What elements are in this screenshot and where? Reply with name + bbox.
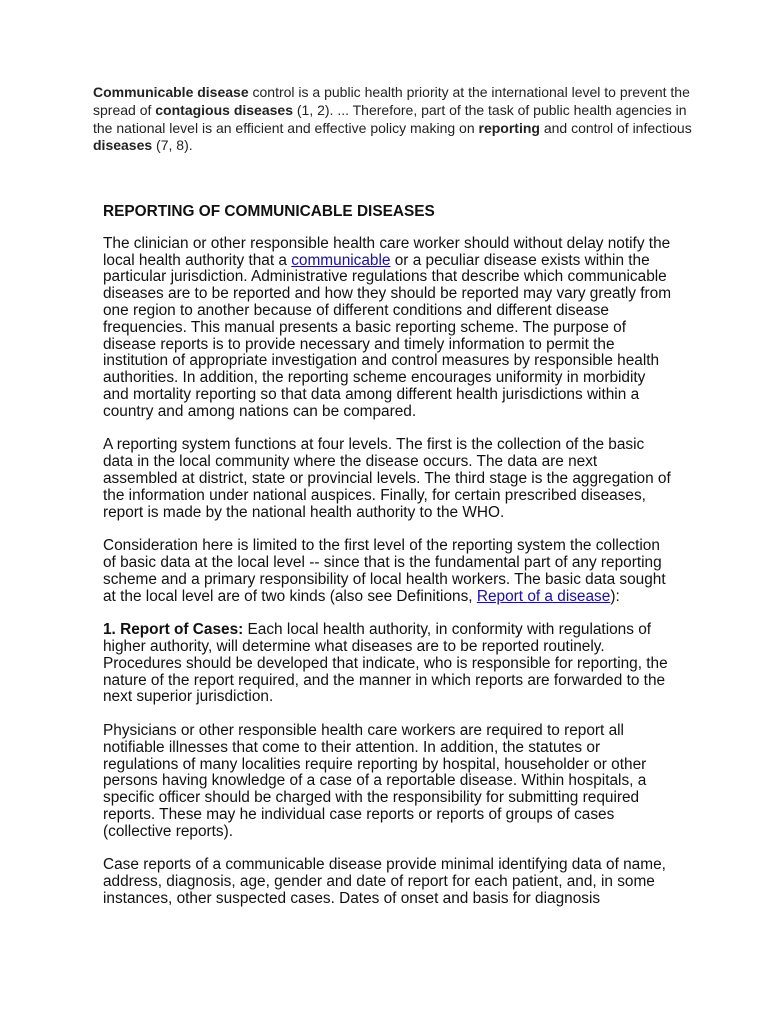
paragraph-1: [103, 236, 673, 421]
intro-text: (1, 2). ... Therefore, part of the task of public health agencies in the national level is an efficient and effective policy making on: [93, 101, 687, 136]
intro-term-diseases: diseases: [93, 137, 153, 154]
intro-term-communicable-disease: Communicable disease: [93, 84, 249, 100]
paragraph-text: Each local health authority, in conformity with regulations of higher authority, will determine what diseases are to be reported routinely. Procedures should be developed that indicate, who is responsible for reporting, the nature of the report required, and the manner in which reports are forwarded to the next superior jurisdiction.: [103, 621, 668, 706]
intro-paragraph: [93, 84, 693, 155]
intro-term-reporting: reporting: [478, 119, 540, 136]
paragraph-text: The clinician or other responsible health care worker should without delay notify the local health authority that a: [103, 234, 671, 269]
paragraph-text: or a peculiar disease exists within the particular jurisdiction. Administrative regulations that describe which communicable diseases are to be reported and how they should be reported may vary greatly from one region to another because of different conditions and different disease frequencies. This manual presents a basic reporting scheme. The purpose of disease reports is to provide necessary and timely information to permit the institution of appropriate investigation and control measures by responsible health authorities. In addition, the reporting scheme encourages uniformity in morbidity and mortality reporting so that data among different health jurisdictions within a country and among nations can be compared.: [103, 251, 672, 420]
paragraph-2: A reporting system functions at four levels. The first is the collection of the basic data in the local community where the disease occurs. The data are next assembled at district, state or provincial levels. The third stage is the aggregation of the information under national auspices. Finally, for certain prescribed diseases, report is made by the national health authority to the WHO.: [103, 436, 671, 521]
paragraph-5: Physicians or other responsible health care workers are required to report all notifiable illnesses that come to their attention. In addition, the statutes or regulations of many localities require reporting by hospital, householder or other persons having knowledge of a case of a reportable disease. Within hospitals, a specific officer should be charged with the responsibility for submitting required reports. These may he individual case reports or reports of groups of cases (collective reports).: [103, 721, 647, 840]
intro-text: and control of infectious: [539, 119, 692, 136]
intro-text: (7, 8).: [152, 137, 193, 154]
report-of-cases-label: 1. Report of Cases:: [103, 621, 244, 639]
intro-term-contagious-diseases: contagious diseases: [155, 101, 293, 118]
communicable-link[interactable]: communicable: [291, 251, 391, 269]
paragraph-3: [103, 538, 673, 605]
paragraph-text: ):: [610, 587, 620, 605]
main-article: [103, 204, 673, 924]
section-heading: REPORTING OF COMMUNICABLE DISEASES: [103, 203, 435, 220]
paragraph-4: [103, 622, 673, 706]
intro-text: control is a public health priority at the international level to prevent the spread of: [93, 84, 690, 118]
paragraph-text: Consideration here is limited to the first level of the reporting system the collection of basic data at the local level -- since that is the fundamental part of any reporting scheme and a primary responsibility of local health workers. The basic data sought at the local level are of two kinds (also see Definitions,: [103, 537, 666, 605]
paragraph-6: Case reports of a communicable disease provide minimal identifying data of name, address, diagnosis, age, gender and date of report for each patient, and, in some instances, other suspected cases. Dates of onset and basis for diagnosis: [103, 856, 666, 907]
report-of-a-disease-link[interactable]: Report of a disease: [476, 587, 611, 605]
